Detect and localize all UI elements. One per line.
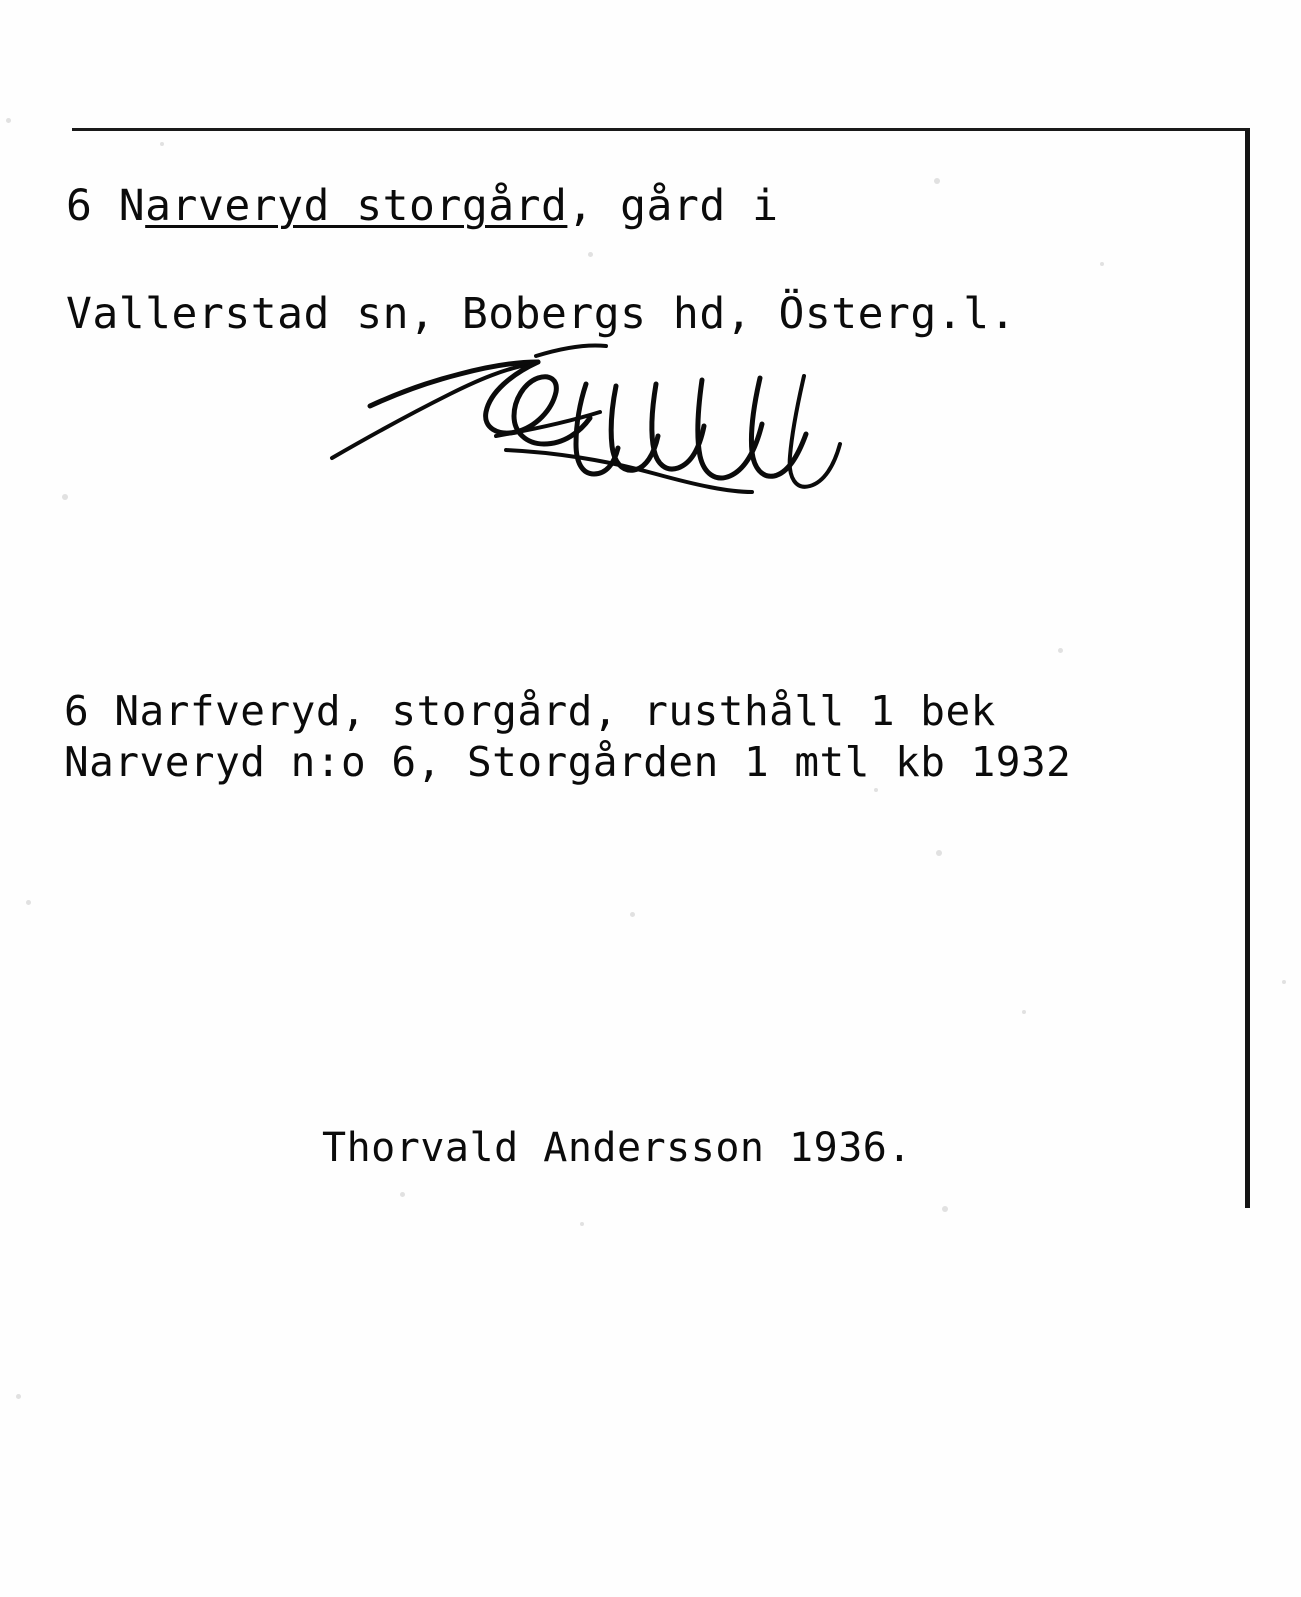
heading-name-prefix: N: [118, 181, 146, 231]
scan-speckle: [1100, 262, 1104, 266]
scan-speckle: [936, 850, 942, 856]
scan-speckle: [160, 142, 164, 146]
scan-speckle: [26, 900, 31, 905]
scan-speckle: [588, 252, 593, 257]
scan-speckle: [630, 912, 635, 917]
card-heading: [66, 180, 779, 232]
card-body-line-2: Narveryd n:o 6, Storgården 1 mtl kb 1932: [64, 738, 1072, 786]
card-top-rule: [72, 128, 1250, 131]
scan-speckle: [400, 1192, 405, 1197]
scan-speckle: [874, 788, 878, 792]
scan-speckle: [1282, 980, 1286, 984]
scan-speckle: [942, 1206, 948, 1212]
scan-speckle: [934, 178, 940, 184]
scan-speckle: [6, 118, 11, 123]
heading-number: 6: [66, 181, 119, 231]
scan-speckle: [62, 494, 68, 500]
card-right-rule: [1245, 130, 1250, 1208]
handwritten-signature: [300, 340, 860, 510]
heading-name-suffix: , gård i: [567, 181, 779, 231]
scan-speckle: [16, 1394, 21, 1399]
card-body-line-1: 6 Narfveryd, storgård, rusthåll 1 bek: [64, 687, 996, 735]
scan-speckle: [580, 1222, 584, 1226]
card-attribution: Thorvald Andersson 1936.: [322, 1125, 912, 1171]
card-location-line: Vallerstad sn, Bobergs hd, Österg.l.: [66, 289, 1016, 339]
scan-speckle: [1022, 1010, 1026, 1014]
heading-name-underlined: arveryd storgård: [145, 181, 568, 231]
scan-speckle: [1058, 648, 1063, 653]
